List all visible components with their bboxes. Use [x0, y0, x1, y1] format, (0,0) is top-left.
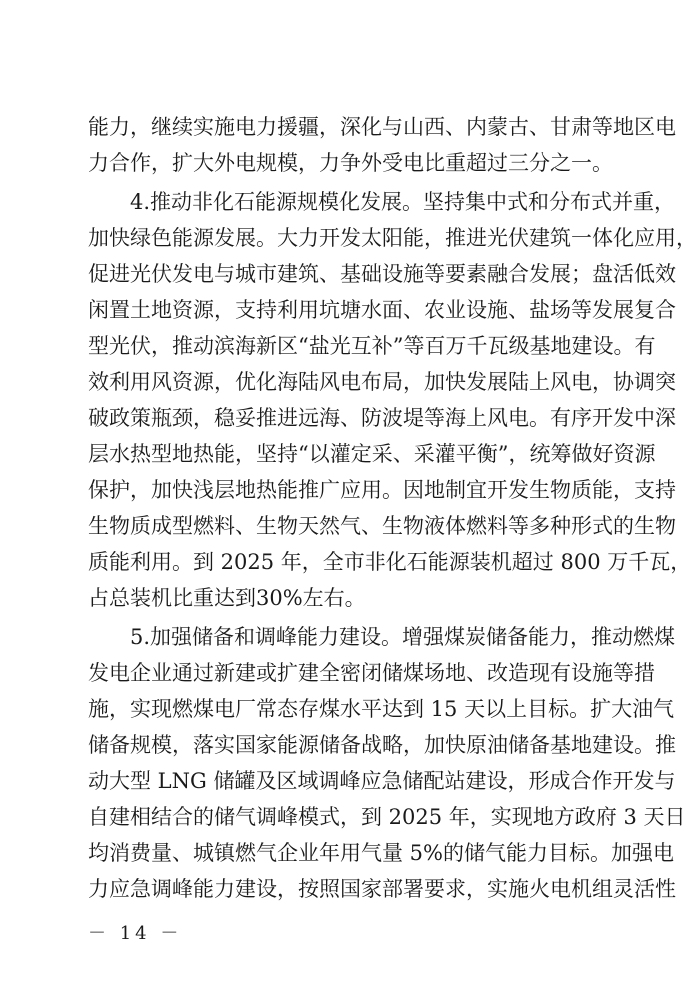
text-line: 层水热型地热能，坚持“以灌定采、采灌平衡”，统筹做好资源 [88, 442, 656, 466]
text-line: 自建相结合的储气调峰模式，到 2025 年，实现地方政府 3 天日 [88, 805, 686, 829]
text-line: 闲置土地资源，支持利用坑塘水面、农业设施、盐场等发展复合 [88, 298, 676, 322]
text-line: 发电企业通过新建或扩建全密闭储煤场地、改造现有设施等措 [88, 661, 655, 685]
text-line: 促进光伏发电与城市建筑、基础设施等要素融合发展；盘活低效 [88, 262, 676, 286]
text-line: 效利用风资源，优化海陆风电布局，加快发展陆上风电，协调突 [88, 370, 676, 394]
section-heading-line: 5.加强储备和调峰能力建设。增强煤炭储备能力，推动燃煤 [130, 625, 676, 649]
text-line: 动大型 LNG 储罐及区域调峰应急储配站建设，形成合作开发与 [88, 769, 676, 793]
text-line: 力合作，扩大外电规模，力争外受电比重超过三分之一。 [88, 151, 613, 175]
text-line: 质能利用。到 2025 年，全市非化石能源装机超过 800 万千瓦， [88, 550, 692, 574]
text-line: 保护，加快浅层地热能推广应用。因地制宜开发生物质能，支持 [88, 478, 676, 502]
text-line: 能力，继续实施电力援疆，深化与山西、内蒙古、甘肃等地区电 [88, 115, 676, 139]
text-line: 储备规模，落实国家能源储备战略，加快原油储备基地建设。推 [88, 733, 676, 757]
text-line: 破政策瓶颈，稳妥推进远海、防波堤等海上风电。有序开发中深 [88, 406, 676, 430]
text-line: 型光伏，推动滨海新区“盐光互补”等百万千瓦级基地建设。有 [88, 334, 656, 358]
section-heading-line: 4.推动非化石能源规模化发展。坚持集中式和分布式并重， [130, 190, 676, 214]
text-line: 加快绿色能源发展。大力开发太阳能，推进光伏建筑一体化应用， [88, 226, 697, 250]
text-line: 均消费量、城镇燃气企业年用气量 5%的储气能力目标。加强电 [88, 841, 674, 865]
text-line: 生物质成型燃料、生物天然气、生物液体燃料等多种形式的生物 [88, 514, 676, 538]
page-number: － 14 － [88, 923, 183, 944]
text-line: 占总装机比重达到30%左右。 [88, 586, 366, 610]
text-line: 力应急调峰能力建设，按照国家部署要求，实施火电机组灵活性 [88, 877, 676, 901]
text-line: 施，实现燃煤电厂常态存煤水平达到 15 天以上目标。扩大油气 [88, 697, 675, 721]
